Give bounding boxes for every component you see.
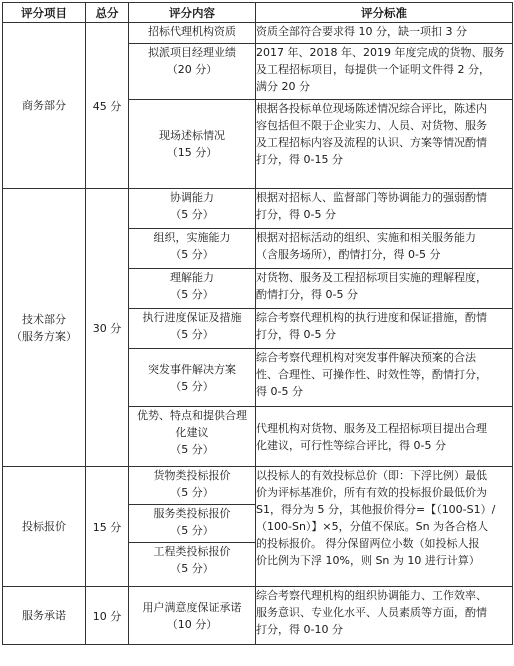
content-cell: 协调能力 （5 分）	[129, 189, 256, 229]
content-cell: 工程类投标报价 （5 分）	[129, 543, 256, 587]
table-row	[3, 467, 513, 505]
content-cell: 组织，实施能力 （5 分）	[129, 229, 256, 269]
category-label: 技术部分	[22, 312, 66, 326]
content-cell: 现场述标情况 （15 分）	[129, 100, 256, 189]
content-cell: 优势、特点和提供合理 化建议 （5 分）	[129, 407, 256, 467]
header-standard: 评分标准	[256, 3, 513, 23]
table-row	[3, 189, 513, 229]
content-cell: 用户满意度保证承诺 （10 分）	[129, 587, 256, 645]
standard-cell: 根据对招标人、监督部门等协调能力的强弱酌情 打分，得 0-5 分	[256, 189, 513, 229]
category-sublabel: （服务方案）	[11, 329, 77, 343]
total-cell: 45 分	[86, 23, 129, 189]
standard-cell: 根据对招标活动的组织、实施和相关服务能力 （含服务场所），酌情打分，得 0-5 分	[256, 229, 513, 269]
header-content: 评分内容	[129, 3, 256, 23]
category-label: 投标报价	[22, 520, 66, 533]
table-row	[3, 23, 513, 44]
standard-cell: 综合考察代理机构的组织协调能力、工作效率、 服务意识、专业化水平、人员素质等方面，酌情 打分，得 0-10 分	[256, 587, 513, 645]
standard-cell: 资质全部符合要求得 10 分，缺一项扣 3 分	[256, 23, 513, 44]
table-row	[3, 587, 513, 645]
content-cell: 突发事件解决方案 （5 分）	[129, 349, 256, 407]
category-cell	[3, 23, 86, 189]
header-total: 总分	[86, 3, 129, 23]
content-cell: 拟派项目经理业绩 （20 分）	[129, 44, 256, 100]
header-category: 评分项目	[3, 3, 86, 23]
scoring-table	[2, 2, 513, 645]
standard-cell: 综合考察代理机构的执行进度和保证措施，酌情 打分，得 0-5 分	[256, 309, 513, 349]
standard-cell: 2017 年、2018 年、2019 年度完成的货物、服务 及工程招标项目，每提供一个证明文件得 2 分， 满分 20 分	[256, 44, 513, 100]
standard-cell: 以投标人的有效投标总价（即：下浮比例）最低 价为评标基准价，所有有效的投标报价最低价为 S1，得分为 5 分，其他报价得分=【（100-S1）/ （100-Sn）】×5，分值不保底。Sn 为各合格人 的投标报价。 得分保留两位小数（如投标人报 价比例为下浮 10%，则 Sn 为 10 进行计算）	[256, 467, 513, 587]
content-cell: 执行进度保证及措施 （5 分）	[129, 309, 256, 349]
standard-cell: 综合考察代理机构对突发事件解决预案的合法 性、合理性、可操作性、时效性等，酌情打分， 得 0-5 分	[256, 349, 513, 407]
content-cell: 理解能力 （5 分）	[129, 269, 256, 309]
category-label: 服务承诺	[22, 609, 66, 622]
content-cell: 招标代理机构资质	[129, 23, 256, 44]
content-cell: 货物类投标报价 （5 分）	[129, 467, 256, 505]
total-cell: 10 分	[86, 587, 129, 645]
header-row	[3, 3, 513, 23]
category-cell	[3, 189, 86, 467]
total-cell: 30 分	[86, 189, 129, 467]
content-cell: 服务类投标报价 （5 分）	[129, 505, 256, 543]
category-cell	[3, 587, 86, 645]
standard-cell: 对货物、服务及工程招标项目实施的理解程度， 酌情打分，得 0-5 分	[256, 269, 513, 309]
standard-cell: 代理机构对货物、服务及工程招标项目提出合理 化建议，可行性等综合评比，得 0-5 分	[256, 407, 513, 467]
category-label: 商务部分	[22, 99, 66, 112]
standard-cell: 根据各投标单位现场陈述情况综合评比，陈述内 容包括但不限于企业实力、人员、对货物、服务 及工程招标内容及流程的认识、方案等情况酌情 打分，得 0-15 分	[256, 100, 513, 189]
total-cell: 15 分	[86, 467, 129, 587]
category-cell	[3, 467, 86, 587]
